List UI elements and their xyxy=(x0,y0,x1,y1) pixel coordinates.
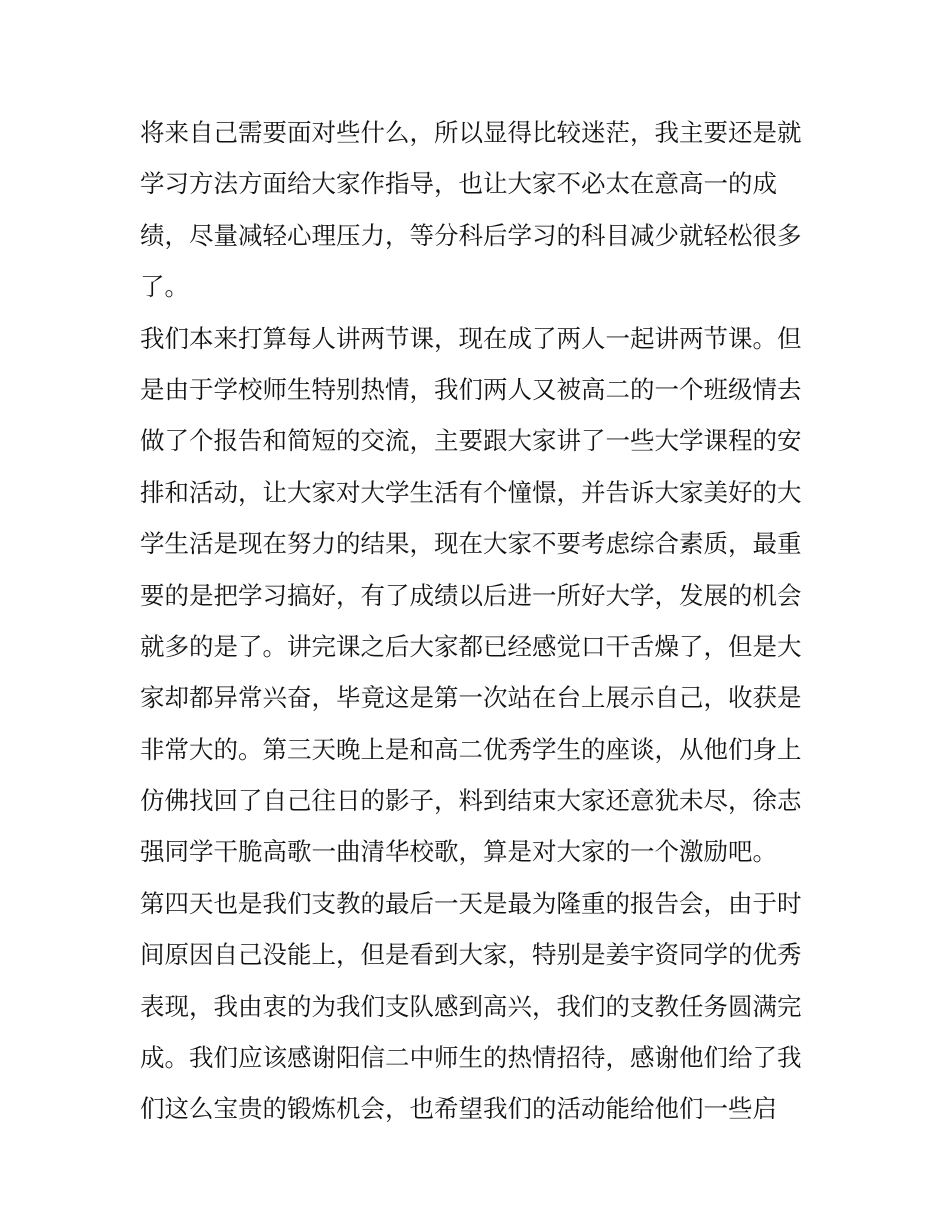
text-line: 学习方法方面给大家作指导，也让大家不必太在意高一的成 xyxy=(140,169,777,199)
text-line: 成。我们应该感谢阳信二中师生的热情招待，感谢他们给了我 xyxy=(140,1043,802,1073)
text-line: 是由于学校师生特别热情，我们两人又被高二的一个班级情去 xyxy=(140,374,802,404)
text-line: 非常大的。第三天晚上是和高二优秀学生的座谈，从他们身上 xyxy=(140,734,802,764)
text-line: 学生活是现在努力的结果，现在大家不要考虑综合素质，最重 xyxy=(140,529,802,559)
text-line: 绩，尽量减轻心理压力，等分科后学习的科目减少就轻松很多 xyxy=(140,220,802,250)
text-line: 我们本来打算每人讲两节课，现在成了两人一起讲两节课。但 xyxy=(140,323,802,353)
text-line: 们这么宝贵的锻炼机会，也希望我们的活动能给他们一些启 xyxy=(140,1094,777,1124)
text-line: 第四天也是我们支教的最后一天是最为隆重的报告会，由于时 xyxy=(140,888,802,918)
text-line: 仿佛找回了自己往日的影子，料到结束大家还意犹未尽，徐志 xyxy=(140,786,802,816)
text-line: 家却都异常兴奋，毕竟这是第一次站在台上展示自己，收获是 xyxy=(140,683,802,713)
text-line: 表现，我由衷的为我们支队感到高兴，我们的支教任务圆满完 xyxy=(140,991,802,1021)
text-line: 将来自己需要面对些什么，所以显得比较迷茫，我主要还是就 xyxy=(140,118,802,147)
text-line: 排和活动，让大家对大学生活有个憧憬，并告诉大家美好的大 xyxy=(140,477,802,507)
text-line: 做了个报告和简短的交流，主要跟大家讲了一些大学课程的安 xyxy=(140,426,802,456)
body-text xyxy=(140,107,820,1135)
text-line: 强同学干脆高歌一曲清华校歌，算是对大家的一个激励吧。 xyxy=(140,837,777,867)
text-line: 了。 xyxy=(140,272,189,302)
text-line: 间原因自己没能上，但是看到大家，特别是姜宇资同学的优秀 xyxy=(140,940,802,970)
text-line: 就多的是了。讲完课之后大家都已经感觉口干舌燥了，但是大 xyxy=(140,631,802,661)
text-line: 要的是把学习搞好，有了成绩以后进一所好大学，发展的机会 xyxy=(140,580,802,610)
